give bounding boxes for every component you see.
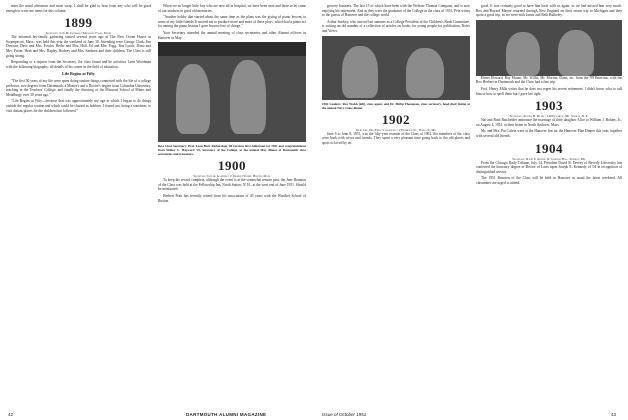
subheading-life-begins: Life Begins at Fifty [62,71,95,77]
year-heading-1900: 1900 [218,158,246,174]
paragraph: Mr. and Mrs. Pat Calvin were at the Hanover Inn for the Hanover Plan Dinner this year, together with several old friends. [476,129,622,138]
paragraph: From the Chicago Daily Tribune, July 14, President David R. Dewey of Beverly University has conferred the honorary degree of Doctor of Laws upon Joseph E. Kennedy of '04 in recognition of distinguished service. [476,160,622,174]
column-2 [158,4,306,205]
paragraph: Arthur Starkey, who arrived last summer as a College President of the Children's Book Committee, is writing an old number of a collection of articles on books for young people for publication, Notes and Views. [322,19,470,33]
page-number-right: 43 [611,412,617,417]
magazine-title: DARTMOUTH ALUMNI MAGAZINE [186,412,267,417]
paragraph: June 6 to June 8, 1951, was the fifty-year reunion of the Class of 1902. Six members of the class were back with wives and friends. They spent a very pleasant time going back to the old places and spots so loved by us. [322,131,470,145]
column-1 [6,4,151,115]
paragraph: "Life Begins at Fifty—because that was approximately my age at which I began to do things outside the regular routine and which could be classed as hobbies. I feared not, being a wanderer, to visit distant places for the children that followed." [6,99,151,113]
paragraph: Nat and Ruth Batchelder announce the marriage of their daughter Alice to William J. Bohaty, Jr., on August 4, 1951, at their home in North Andover, Mass. [476,118,622,127]
paragraph: good. It was certainly good to have him back with us again, as we had missed him very much. Rex and Bayard Mayne returned through New England on their return trip to Michigan and they spent a good trip, as we were with Jamie and Beth Bulkeley. [476,4,622,18]
paragraph: "Another hobby that started about the same time as the plans was the giving of piano lessons to some of my little friends. It moved me to produce more and more of these plays, which had a piano act for among the piano lessons I gave lessons free of charge." [158,15,306,29]
class-secretary-1900: Secretary, John A. Gardner / 2 Tremont Street, Boston, Mass. [193,174,271,179]
paragraph: To keep the record complete, although the event is at the somewhat remote past, the June Reunion of the Class was held at the Fellowship Inn, North Sutton, N. H., at the west end of June 1951. Should be mentioned. [158,178,306,192]
paragraph: The 1951 Reunion of the Class will be held in Hanover as usual the latest weekend. All classmates are urged to attend. [476,176,622,185]
column-3 [322,4,470,147]
year-heading-1904: 1904 [535,140,563,156]
class-secretary-1902: Secretary, Dr. Philip V. Goddard / 2 Hamilton St., Portland, Me. [355,127,437,132]
year-heading-1899: 1899 [64,15,93,31]
paragraph: grocery business. The last 15 of which have been with the Webster Thomas Company, and is now enjoying his retirement. And as they were the graduates of the College in the class of 1951, Pete writes to the guests of Hanover and the college world. [322,4,470,18]
reunion-photo [476,20,622,76]
paragraph: Prof. Henry Mills writes that he does not regret his recent retirement. I didn't know who to call him or how to spell them but I gave her right. [476,86,622,96]
column-4 [476,4,622,188]
year-heading-1903: 1903 [535,98,563,114]
paragraph: Herbert Pratt has recently retired from his association of 45 years with the Windsor School of Boston. [158,193,306,203]
class-leaders-photo [322,36,470,100]
class-secretary-1904: Secretary, David S. Austin, II / Cobham Hall, Shenley, Me. [512,156,586,161]
class-secretaries-photo [158,42,306,142]
year-heading-1902: 1902 [382,111,410,127]
paragraph: meet the usual afternoon and must wrap. I shall be glad to hear from any who will be good enough to write me items for this column. [6,4,151,13]
issue-date: Issue of October 1951 [322,412,367,417]
paragraph: Elmer Howard, Ray Mount, Mr. Willis, Mr. Morton, Dunn, etc. from the '99 Emeritus, with the Rex Herbert in Dartmouth and the Class had a fine trip. [476,75,622,85]
photo-caption: Best Class Secretary: Prof. Leon Burr Richardson '00 receives first Alderman for 1951 and congratulations from Sidney C. Hayward '22, Secretary of the College, at the annual May dinner of Dartmouth class secretaries and treasurers. [158,144,306,157]
paragraph: "The first 50 years of my life were spent doing routine things connected with the life of a college professor, two degrees from Dartmouth, a Master's and a Doctor's degree from Columbia University, teaching in the Teachers' College, and finally the directing of the Missouri School of Mines and Metallurgy over 30 years ago." [6,78,151,97]
paragraph: The informal lay-family gathering started several years ago at The New Ocean House in Swampscott, Mass., was held this year the weekend of June 30. Attending were George Clark, Jim Dowson, Dave and Mrs. Fowler, Herbe and Mrs. Hall, Ed and Mrs. Fogg, Tim Lynch, Dono and Mrs. Porter, Herb and Mrs. Rapley, Rodney and Mrs. Sanborn and their children. The Class is still going strong. [6,35,151,58]
paragraph: Responding to a request from the Secretary, the class found and he activities Leon Woodman with the following biography: all details of his career in the field of education. [6,60,151,69]
photo-caption: 1902 Leaders: Ray Walsh (left), class agent, and Dr. Philip Thompson, class secretary, head their listing at the annual Navy-Class dinner. [322,101,470,110]
class-secretary-1899: Secretary, John M. Clemson / Mechanic Falls, Maine [45,31,112,36]
paragraph: When we no longer little boy who are now all in hospital, we have been seen and these to let come of our teachers in good old memories. [158,4,306,13]
paragraph: Your Secretary attended the annual meeting of class secretaries and other Alumni officers in Hanover in May. [158,30,306,40]
class-secretary-1903: Secretary, Arthur B. Deane / 139 Elm Ave., Mt. Vernon, N. Y. [509,114,589,119]
page-number-left: 42 [8,412,14,417]
